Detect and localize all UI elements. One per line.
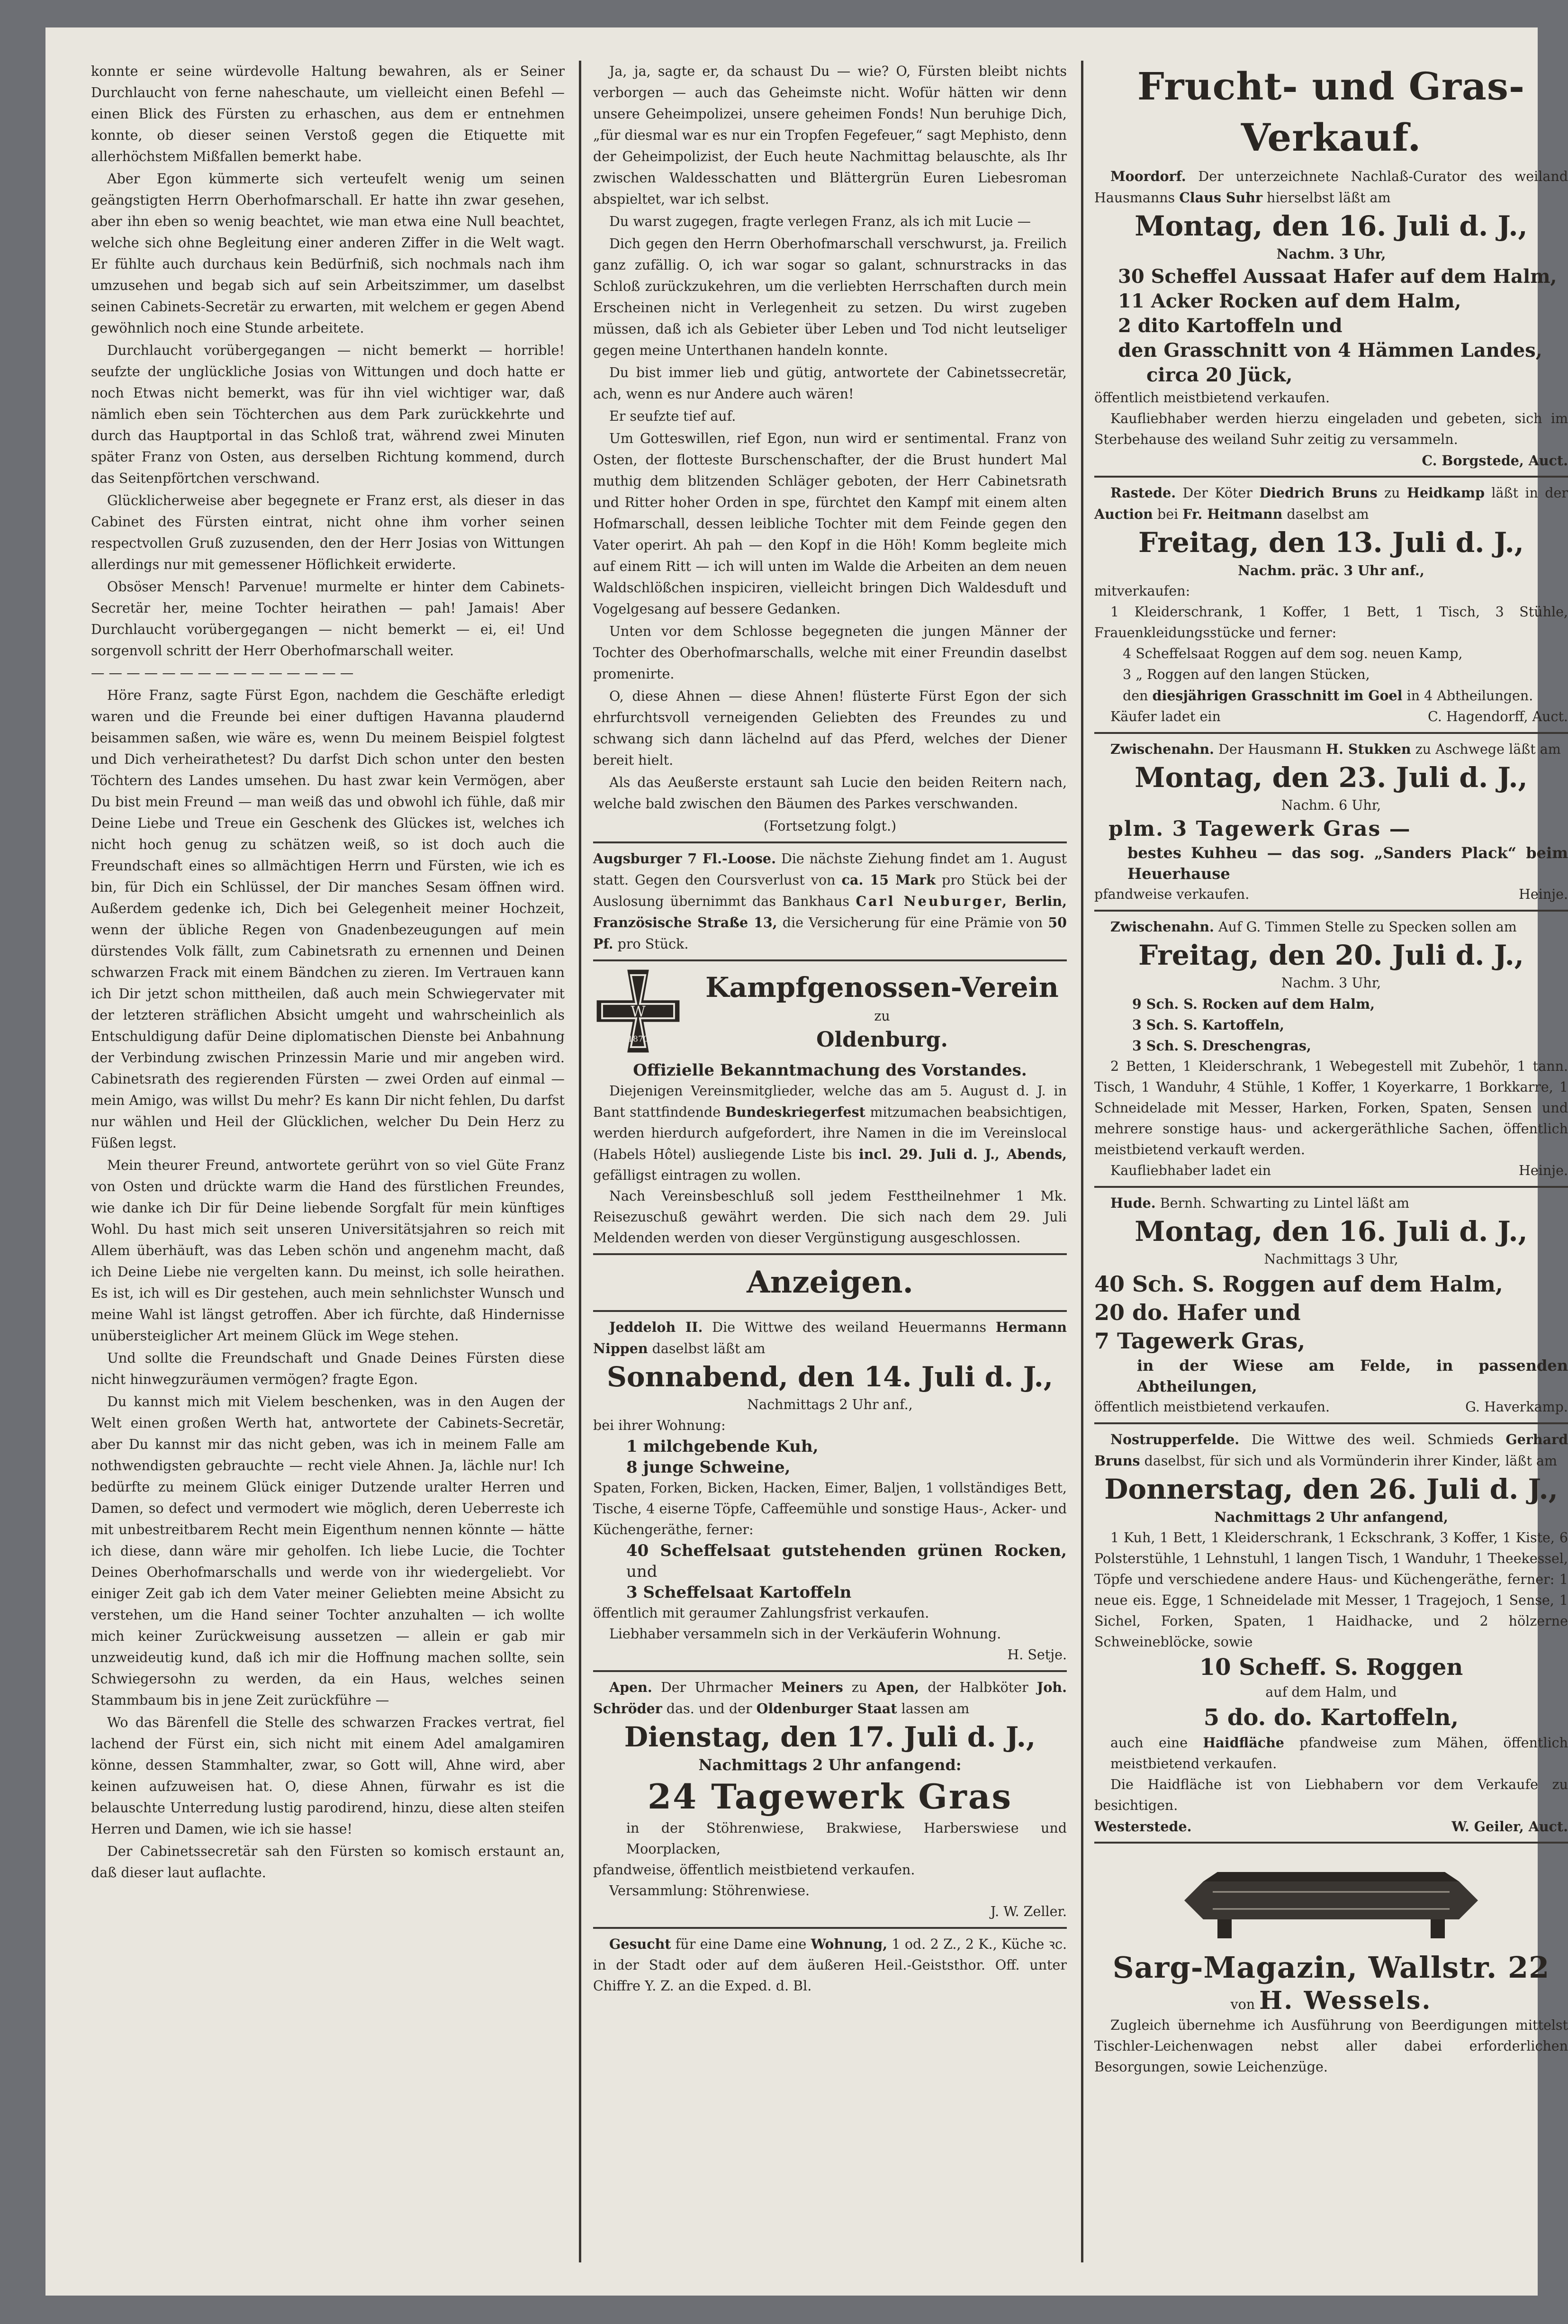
newspaper-page — [45, 27, 1568, 2296]
story-paragraph: Durchlaucht vorübergegangen — nicht bemerkt — horrible! seufzte der unglückliche Josias von Wittungen und doch hatte er noch Etwas nicht bemerkt, was für ihn viel wichtiger war, daß nämlich eben sein Töchterchen aus dem Park zurückkehrte und durch das Hauptportal in das Schloß trat, während zwei Minuten später Franz von Osten, aus derselben Richtung kommend, durch das Seitenpförtchen verschwand. — [91, 343, 565, 486]
divider — [593, 1310, 1067, 1312]
story-paragraph: Er seufzte tief auf. — [609, 408, 736, 424]
iron-cross-icon — [593, 966, 683, 1056]
story-paragraph: Und sollte die Freundschaft und Gnade Deines Fürsten diese nicht hinwegzuräumen vermögen? fragte Egon. — [91, 1350, 565, 1387]
ad-rastede: Rastede. Der Köter Diedrich Bruns zu Heidkamp läßt in der Auction bei Fr. Heitmann daselbst am Freitag, den 13. Juli d. J., Nachm. präc. 3 Uhr anf., mitverkaufen: 1 Kleiderschrank, 1 Koffer, 1 Bett, 1 Tisch, 3 Stühle, Frauenkleidungsstücke und ferner: 4 Scheffelsaat Roggen auf dem sog. neuen Kamp, 3 „ Roggen auf den langen Stücken, den diesjährigen Grasschnitt im Goel in 4 Abtheilungen. Käufer ladet ein C. Hagendorff, Auct. — [1094, 485, 1568, 724]
story-paragraph: — — — — — — — — — — — — — — — — [91, 665, 354, 681]
story-paragraph: O, diese Ahnen — diese Ahnen! flüsterte Fürst Egon der sich ehrfurchtsvoll verneigenden Geliebten des Freundes zu und schwang sich dann lächelnd auf das Pferd, welches der Diener bereit hielt. — [593, 688, 1067, 768]
ad-apen: Apen. Der Uhrmacher Meiners zu Apen, der Halbköter Joh. Schröder das. und der Oldenburger Staat lassen am Dienstag, den 17. Juli d. J., Nachmittags 2 Uhr anfangend: 24 Tagewerk Gras in der Stöhrenwiese, Brakwiese, Harberswiese und Moorplacken, pfandweise, öffentlich meistbietend verkaufen. Versammlung: Stöhrenwiese. J. W. Zeller. — [593, 1679, 1067, 1919]
sarg-title: Sarg-Magazin, Wallstr. 22 — [1112, 1950, 1550, 1985]
divider — [593, 1253, 1067, 1255]
anzeigen-heading: Anzeigen. — [747, 1265, 913, 1300]
ad-nostrupperfelde: Nostrupperfelde. Die Wittwe des weil. Schmieds Gerhard Bruns daselbst, für sich und als Vormünderin ihrer Kinder, läßt am Donnerstag, den 26. Juli d. J., Nachmittags 2 Uhr anfangend, 1 Kuh, 1 Bett, 1 Kleiderschrank, 1 Eckschrank, 3 Koffer, 1 Kiste, 6 Polsterstühle, 1 Lehnstuhl, 1 langen Tisch, 1 Wanduhr, 1 Theekessel, Töpfe und verschiedene andere Haus- und Küchengeräthe, ferner: 1 neue eis. Egge, 1 Schneidelade mit Messer, 1 Tragejoch, 1 Sense, 1 Sichel, Forken, Spaten, 1 Haidhacke, und 2 hölzerne Schweineblöcke, sowie 10 Scheff. S. Roggen auf dem Halm, und 5 do. do. Kartoffeln, auch eine Haidfläche pfandweise zum Mähen, öffentlich meistbietend verkaufen. Die Haidfläche ist von Liebhabern vor dem Verkaufe zu besichtigen. Westerstede. W. Geiler, Auct. — [1094, 1431, 1568, 1835]
divider — [1094, 1842, 1568, 1844]
ad-hude: Hude. Bernh. Schwarting zu Lintel läßt am Montag, den 16. Juli d. J., Nachmittags 3 Uhr, 40 Sch. S. Roggen auf dem Halm, 20 do. Hafer und 7 Tagewerk Gras, in der Wiese am Felde, in passenden Abtheilungen, öffentlich meistbietend verkaufen. G. Haverkamp. — [1094, 1195, 1568, 1415]
divider — [593, 959, 1067, 961]
divider — [593, 841, 1067, 843]
story-paragraph: Du bist immer lieb und gütig, antwortete der Cabinetssecretär, ach, wenn es nur Andere auch wären! — [593, 365, 1067, 402]
svg-text:1870: 1870 — [628, 1034, 649, 1044]
story-paragraph: Aber Egon kümmerte sich verteufelt wenig um seinen geängstigten Herrn Oberhofmarschall. Er hatte ihn zwar gesehen, aber ihn eben so wenig beachtet, wie man etwa eine Null beachtet, welche sich ohne Begleitung einer anderen Ziffer in die Welt wagt. Er fühlte auch durchaus kein Bedürfniß, sich nochmals nach ihm umzusehen und begab sich auf sein Arbeitszimmer, um daselbst seinen Cabinets-Secretär zu erwarten, mit welchem er gegen Abend gewöhnlich noch eine Stunde arbeitete. — [91, 171, 565, 336]
story-paragraph: Höre Franz, sagte Fürst Egon, nachdem die Geschäfte erledigt waren und die Freunde bei einer duftigen Havanna plaudernd beisammen saßen, wie wäre es, wenn Du meinem Beispiel folgtest und Dich verheirathetest? Du darfst Dich schon unter den besten Töchtern des Landes umsehen. Du hast zwar kein Vermögen, aber Du bist mein Freund — man weiß das und obwohl ich fühle, daß mir Deine Liebe und Treue ein Geschenk des Glückes ist, welches ich nicht hoch genug zu schätzen weiß, so ist doch auch die Freundschaft eines so allmächtigen Herrn und Fürsten, wie ich es bin, für Dich ein Schlüssel, der Dir manches Sesam öffnen wird. Außerdem gedenke ich, Dich bei Gelegenheit meiner Hochzeit, wenn der übliche Regen von Gnadenbezeugungen auf mein dürstendes Volk fällt, zum Cabinetsrath zu ernennen und Deinen schwarzen Frack mit einem Bändchen zu zieren. Im Vertrauen kann ich Dir jetzt schon mittheilen, daß auch mein Schwiegervater mit der letzteren sträflichen Absicht umgeht und wahrscheinlich als Entschuldigung dafür Deine diplomatischen Dienste bei Anbahnung der Verbindung zwischen Prinzessin Marie und mir angeben wird. Cabinetsrath des regierenden Fürsten — zwei Orden auf einmal — mein Amigo, was willst Du mehr? Es kann Dir nicht fehlen, Du darfst nur wählen und Heil der Glücklichen, welcher Du Dein Herz zu Füßen legst. — [91, 687, 565, 1151]
ad-sarg-magazin: Sarg-Magazin, Wallstr. 22 von H. Wessels. Zugleich übernehme ich Ausführung von Beerdigungen mittelst Tischler-Leichenwagen nebst aller dabei erforderlichen Besorgungen, sowie Leichenzüge. — [1094, 1863, 1568, 2078]
story-paragraph: Dich gegen den Herrn Oberhofmarschall verschwurst, ja. Freilich ganz zufällig. O, ich war sogar so galant, schnurstracks in das Schloß zurückzukehren, um die verliebten Herrschaften durch mein Erscheinen nicht in Verlegenheit zu setzen. Du wirst zugeben müssen, daß ich als Gebieter über Leben und Tod nicht leutseliger gegen meine Unterthanen handeln konnte. — [593, 236, 1067, 358]
verein-title: Kampfgenossen-Verein — [705, 971, 1059, 1004]
divider — [1094, 910, 1568, 912]
ad-zwischenahn-stukken: Zwischenahn. Der Hausmann H. Stukken zu Aschwege läßt am Montag, den 23. Juli d. J., Nachm. 6 Uhr, plm. 3 Tagewerk Gras — bestes Kuhheu — das sog. „Sanders Plack“ beim Heuerhause pfandweise verkaufen. Heinje. — [1094, 741, 1568, 902]
svg-text:W: W — [631, 1004, 646, 1021]
story-paragraph: konnte er seine würdevolle Haltung bewahren, als er Seiner Durchlaucht von ferne naheschaute, um vielleicht einen Befehl — einen Blick des Fürsten zu erhaschen, aus dem er entnehmen konnte, ob dieser seinen Verstoß gegen die Etiquette mit allerhöchstem Mißfallen bemerkt habe. — [91, 63, 565, 164]
story-paragraph: Unten vor dem Schlosse begegneten die jungen Männer der Tochter des Oberhofmarschalls, welche mit einer Freundin daselbst promenirte. — [593, 624, 1067, 682]
story-paragraph: Ja, ja, sagte er, da schaust Du — wie? O, Fürsten bleibt nichts verborgen — auch das Geheimste nicht. Wofür hätten wir denn unsere Geheimpolizei, unsere geheimen Fonds! Nun beruhige Dich, „für diesmal war es nur ein Tropfen Fegefeuer,“ sagt Mephisto, denn der Geheimpolizist, der Euch heute Nachmittag belauschte, als Ihr zwischen Waldesschatten und Blättergrün Euren Liebesroman abspieltet, war ich selbst. — [593, 63, 1067, 207]
ad-jeddeloh: Jeddeloh II. Die Wittwe des weiland Heuermanns Hermann Nippen daselbst läßt am Sonnabend, den 14. Juli d. J., Nachmittags 2 Uhr anf., bei ihrer Wohnung: 1 milchgebende Kuh, 8 junge Schweine, Spaten, Forken, Bicken, Hacken, Eimer, Baljen, 1 vollständiges Bett, Tische, 4 eiserne Töpfe, Caffeemühle und sonstige Haus-, Acker- und Küchengeräthe, ferner: 40 Scheffelsaat gutstehenden grünen Rocken, und 3 Scheffelsaat Kartoffeln öffentlich mit geraumer Zahlungsfrist verkaufen. Liebhaber versammeln sich in der Verkäuferin Wohnung. H. Setje. — [593, 1319, 1067, 1663]
ad-augsburg-lottery: Augsburger 7 Fl.-Loose. Die nächste Ziehung findet am 1. August statt. Gegen den Coursverlust von ca. 15 Mark pro Stück bei der Auslosung übernimmt das Bankhaus Carl Neuburger, Berlin, Französische Straße 13, die Versicherung für eine Prämie von 50 Pf. pro Stück. — [593, 850, 1067, 952]
divider — [1094, 1422, 1568, 1424]
story-paragraph: Du kannst mich mit Vielem beschenken, was in den Augen der Welt einen großen Werth hat, antwortete der Cabinets-Secretär, aber Du kannst mir das nicht geben, was ich in meinem Falle am nothwendigsten gebrauchte — recht viele Ahnen. Ja, lächle nur! Ich bedürfte zu meinem Glück einiger Dutzende uralter Herren und Damen, so defect und vermodert wie möglich, deren Ueberreste ich mit unbestreitbarem Recht mein Eigenthum nennen könnte — hätte ich diese, dann wäre mir geholfen. Ich liebe Lucie, die Tochter Deines Oberhofmarschalls und werde von ihr wiedergeliebt. Vor einiger Zeit gab ich dem Vater meiner Geliebten meine Absicht zu verstehen, um die Hand seiner Tochter anzuhalten — ich wollte mich keiner Zurückweisung aussetzen — allein er gab mir unzweideutig kund, daß ich mir die Hoffnung machen sollte, sein Schwiegersohn zu werden, da ein Haus, welches seinen Stammbaum bis in jene Zeit zurückführe — — [91, 1394, 565, 1708]
story-continuation — [593, 61, 1067, 814]
story-paragraph: Obsöser Mensch! Parvenue! murmelte er hinter dem Cabinets-Secretär her, meine Tochter heirathen — pah! Jamais! Aber Durchlaucht vorübergegangen — nicht bemerkt — ei, ei! Und sorgenvoll schritt der Herr Oberhofmarschall weiter. — [91, 579, 565, 659]
story-column-2 — [593, 61, 1067, 2262]
story-paragraph: Um Gotteswillen, rief Egon, nun wird er sentimental. Franz von Osten, der flotteste Burschenschafter, der die Brust hundert Mal muthig dem blitzenden Schläger geboten, der Herr Cabinetsrath und Ritter hoher Orden in spe, fürchtet den Kampf mit einem alten Hofmarschall, dessen leibliche Tochter mit dem Feinde gegen den Vater operirt. Ah pah — den Kopf in die Höh! Komm begleite mich auf einem Ritt — ich will unten im Walde die Arbeiten an dem neuen Waldschlößchen inspiciren, vielleicht bringen Dich Waldesduft und Vogelgesang auf bessere Gedanken. — [593, 431, 1067, 617]
verein-heading: Offizielle Bekanntmachung des Vorstandes. — [633, 1061, 1027, 1080]
continued-note: (Fortsetzung folgt.) — [763, 818, 897, 834]
column-rule — [1081, 61, 1083, 2262]
ad-kampfgenossen-verein: W 1870 Kampfgenossen-Verein zu Oldenburg. Offizielle Bekanntmachung des Vorstandes. Diejenigen Vereinsmitglieder, welche das am 5. August d. J. in Bant stattfindende Bundeskriegerfest mitzumachen beabsichtigen, werden hierdurch aufgefordert, ihre Namen in die im Vereinslocal (Habels Hôtel) ausliegende Liste bis incl. 29. Juli d. J., Abends, gefälligst eintragen zu wollen. Nach Vereinsbeschluß soll jedem Festtheilnehmer 1 Mk. Reisezuschuß gewährt werden. Die sich nach dem 29. Juli Meldenden werden von dieser Vergünstigung ausgeschlossen. — [593, 966, 1067, 1248]
divider — [1094, 1186, 1568, 1188]
story-paragraph: Als das Aeußerste erstaunt sah Lucie den beiden Reitern nach, welche bald zwischen den Bäumen des Parkes verschwanden. — [593, 775, 1067, 812]
coffin-icon — [1175, 1863, 1487, 1943]
column-rule — [579, 61, 581, 2262]
divider — [593, 1670, 1067, 1672]
story-paragraph: Mein theurer Freund, antwortete gerührt von so viel Güte Franz von Osten und drückte warm die Hand des fürstlichen Freundes, wie danke ich Dir für Deine liebende Sorgfalt für mein künftiges Wohl. Du hast mich seit unseren Universitätsjahren so reich mit Allem überhäuft, was das Leben schön und angenehm macht, daß ich Deine Liebe nie vergelten kann. Du meinst, ich solle heirathen. Es ist, ich will es Dir gestehen, auch mein sehnlichster Wunsch und meine Wahl ist längst getroffen. Aber ich fürchte, daß Hindernisse unübersteiglicher Art meinem Glück im Wege stehen. — [91, 1157, 565, 1344]
divider — [1094, 476, 1568, 478]
divider — [1094, 732, 1568, 734]
ads-column — [1094, 61, 1568, 2262]
divider — [593, 1927, 1067, 1929]
story-paragraph: Glücklicherweise aber begegnete er Franz erst, als dieser in das Cabinet des Fürsten eintrat, nicht ohne ihm vorher seinen respectvollen Gruß zuzusenden, den der Herr Josias von Wittungen allerdings nur mit gemessener Höflichkeit erwiderte. — [91, 493, 565, 572]
ad-moordorf: Moordorf. Der unterzeichnete Nachlaß-Curator des weiland Hausmanns Claus Suhr hierselbst läßt am Montag, den 16. Juli d. J., Nachm. 3 Uhr, 30 Scheffel Aussaat Hafer auf dem Halm, 11 Acker Rocken auf dem Halm, 2 dito Kartoffeln und den Grasschnitt von 4 Hämmen Landes, circa 20 Jück, öffentlich meistbietend verkaufen. Kaufliebhaber werden hierzu eingeladen und gebeten, sich im Sterbehause des weiland Suhr zeitig zu versammeln. C. Borgstede, Auct. — [1094, 168, 1568, 469]
ad-gesucht: Gesucht für eine Dame eine Wohnung, 1 od. 2 Z., 2 K., Küche ꝛc. in der Stadt oder auf dem äußeren Heil.-Geiststhor. Off. unter Chiffre Y. Z. an die Exped. d. Bl. — [593, 1936, 1067, 1994]
page-title: Frucht- und Gras-Verkauf. — [1137, 64, 1525, 160]
story-column-1 — [91, 61, 565, 2262]
ad-zwischenahn-timmen: Zwischenahn. Auf G. Timmen Stelle zu Specken sollen am Freitag, den 20. Juli d. J., Nachm. 3 Uhr, 9 Sch. S. Rocken auf dem Halm, 3 Sch. S. Kartoffeln, 3 Sch. S. Dreschengras, 2 Betten, 1 Kleiderschrank, 1 Webegestell mit Zubehör, 1 tann. Tisch, 1 Wanduhr, 4 Stühle, 1 Koffer, 1 Koyerkarre, 1 Borkkarre, 1 Schneidelade mit Messer, Harken, Forken, Spaten, Sensen und mehrere sonstige haus- und ackergeräthliche Sachen, öffentlich meistbietend verkauft werden. Kaufliebhaber ladet ein Heinje. — [1094, 919, 1568, 1178]
story-paragraph: Der Cabinetssecretär sah den Fürsten so komisch erstaunt an, daß dieser laut auflachte. — [91, 1844, 565, 1881]
story-paragraph: Wo das Bärenfell die Stelle des schwarzen Frackes vertrat, fiel lachend der Fürst ein, sich nicht mit einem Adel amalgamiren könne, dessen Stammhalter, zwar, so Gott will, Ahne wird, aber keinen aufzuweisen hat. O, diese Ahnen, fürwahr es ist die belauschte Unterredung lustig parodirend, hinzu, diese alten steifen Herren und Damen, wie ich sie hasse! — [91, 1715, 565, 1837]
story-paragraph: Du warst zugegen, fragte verlegen Franz, als ich mit Lucie — — [609, 214, 1031, 229]
